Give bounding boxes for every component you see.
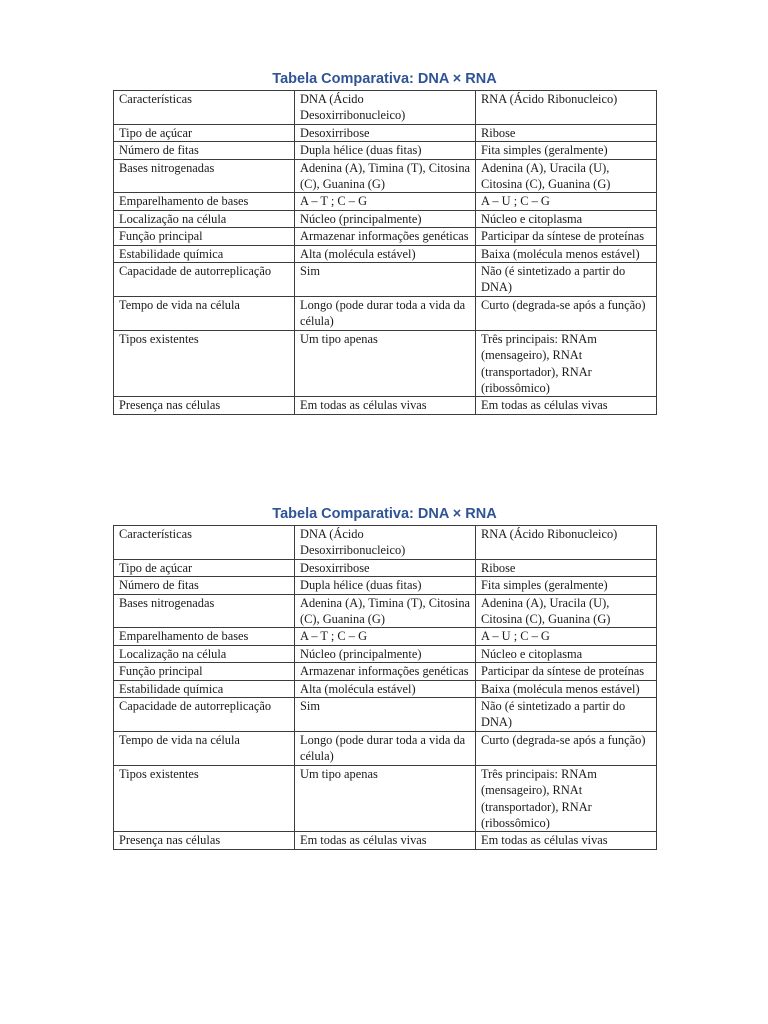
rna-cell: Curto (degrada-se após a função) bbox=[476, 296, 657, 330]
row-label: Tipo de açúcar bbox=[114, 559, 295, 576]
dna-cell: Sim bbox=[295, 698, 476, 732]
rna-cell: A – U ; C – G bbox=[476, 628, 657, 645]
dna-cell: Armazenar informações genéticas bbox=[295, 663, 476, 680]
row-label: Emparelhamento de bases bbox=[114, 193, 295, 210]
table-header-row bbox=[114, 91, 657, 125]
dna-cell: A – T ; C – G bbox=[295, 628, 476, 645]
dna-cell: Dupla hélice (duas fitas) bbox=[295, 142, 476, 159]
rna-cell: Adenina (A), Uracila (U), Citosina (C), Guanina (G) bbox=[476, 159, 657, 193]
rna-cell: Ribose bbox=[476, 559, 657, 576]
rna-cell: Curto (degrada-se após a função) bbox=[476, 731, 657, 765]
table-row bbox=[114, 698, 657, 732]
dna-cell: Alta (molécula estável) bbox=[295, 680, 476, 697]
rna-cell: Não (é sintetizado a partir do DNA) bbox=[476, 698, 657, 732]
rna-cell: Baixa (molécula menos estável) bbox=[476, 680, 657, 697]
row-label: Função principal bbox=[114, 663, 295, 680]
table-row bbox=[114, 397, 657, 414]
rna-cell: Fita simples (geralmente) bbox=[476, 142, 657, 159]
header-cell: Características bbox=[114, 91, 295, 125]
rna-cell: Baixa (molécula menos estável) bbox=[476, 245, 657, 262]
dna-cell: Um tipo apenas bbox=[295, 330, 476, 397]
dna-cell: Dupla hélice (duas fitas) bbox=[295, 577, 476, 594]
rna-cell: Núcleo e citoplasma bbox=[476, 210, 657, 227]
table-row bbox=[114, 731, 657, 765]
header-cell: DNA (Ácido Desoxirribonucleico) bbox=[295, 91, 476, 125]
rna-cell: Não (é sintetizado a partir do DNA) bbox=[476, 263, 657, 297]
dna-cell: A – T ; C – G bbox=[295, 193, 476, 210]
table-row bbox=[114, 263, 657, 297]
rna-cell: Ribose bbox=[476, 124, 657, 141]
dna-rna-table bbox=[113, 525, 657, 850]
table-row bbox=[114, 142, 657, 159]
row-label: Tempo de vida na célula bbox=[114, 731, 295, 765]
table-row bbox=[114, 245, 657, 262]
header-cell: RNA (Ácido Ribonucleico) bbox=[476, 526, 657, 560]
table-row bbox=[114, 645, 657, 662]
dna-rna-table bbox=[113, 90, 657, 415]
dna-cell: Um tipo apenas bbox=[295, 765, 476, 832]
dna-cell: Desoxirribose bbox=[295, 124, 476, 141]
table-row bbox=[114, 193, 657, 210]
dna-cell: Em todas as células vivas bbox=[295, 832, 476, 849]
rna-cell: Participar da síntese de proteínas bbox=[476, 663, 657, 680]
table-row bbox=[114, 628, 657, 645]
dna-cell: Longo (pode durar toda a vida da célula) bbox=[295, 296, 476, 330]
table-row bbox=[114, 680, 657, 697]
row-label: Tipos existentes bbox=[114, 765, 295, 832]
dna-cell: Armazenar informações genéticas bbox=[295, 228, 476, 245]
row-label: Número de fitas bbox=[114, 577, 295, 594]
comparison-table-2 bbox=[113, 503, 656, 850]
table-row bbox=[114, 330, 657, 397]
row-label: Emparelhamento de bases bbox=[114, 628, 295, 645]
rna-cell: Adenina (A), Uracila (U), Citosina (C), Guanina (G) bbox=[476, 594, 657, 628]
dna-cell: Núcleo (principalmente) bbox=[295, 210, 476, 227]
row-label: Tipos existentes bbox=[114, 330, 295, 397]
table-row bbox=[114, 577, 657, 594]
row-label: Bases nitrogenadas bbox=[114, 594, 295, 628]
row-label: Estabilidade química bbox=[114, 245, 295, 262]
table-row bbox=[114, 663, 657, 680]
row-label: Localização na célula bbox=[114, 645, 295, 662]
row-label: Capacidade de autorreplicação bbox=[114, 698, 295, 732]
table-row bbox=[114, 210, 657, 227]
rna-cell: A – U ; C – G bbox=[476, 193, 657, 210]
dna-cell: Adenina (A), Timina (T), Citosina (C), Guanina (G) bbox=[295, 594, 476, 628]
row-label: Localização na célula bbox=[114, 210, 295, 227]
header-cell: DNA (Ácido Desoxirribonucleico) bbox=[295, 526, 476, 560]
row-label: Tipo de açúcar bbox=[114, 124, 295, 141]
rna-cell: Três principais: RNAm (mensageiro), RNAt (transportador), RNAr (ribossômico) bbox=[476, 330, 657, 397]
dna-cell: Adenina (A), Timina (T), Citosina (C), Guanina (G) bbox=[295, 159, 476, 193]
rna-cell: Em todas as células vivas bbox=[476, 832, 657, 849]
table-row bbox=[114, 296, 657, 330]
row-label: Bases nitrogenadas bbox=[114, 159, 295, 193]
rna-cell: Participar da síntese de proteínas bbox=[476, 228, 657, 245]
row-label: Presença nas células bbox=[114, 832, 295, 849]
table-row bbox=[114, 594, 657, 628]
dna-cell: Sim bbox=[295, 263, 476, 297]
rna-cell: Três principais: RNAm (mensageiro), RNAt (transportador), RNAr (ribossômico) bbox=[476, 765, 657, 832]
dna-cell: Núcleo (principalmente) bbox=[295, 645, 476, 662]
table-title: Tabela Comparativa: DNA × RNA bbox=[272, 506, 497, 522]
rna-cell: Núcleo e citoplasma bbox=[476, 645, 657, 662]
row-label: Presença nas células bbox=[114, 397, 295, 414]
table-row bbox=[114, 832, 657, 849]
header-cell: Características bbox=[114, 526, 295, 560]
dna-cell: Em todas as células vivas bbox=[295, 397, 476, 414]
row-label: Capacidade de autorreplicação bbox=[114, 263, 295, 297]
table-row bbox=[114, 159, 657, 193]
row-label: Função principal bbox=[114, 228, 295, 245]
table-title: Tabela Comparativa: DNA × RNA bbox=[272, 71, 497, 87]
row-label: Número de fitas bbox=[114, 142, 295, 159]
header-cell: RNA (Ácido Ribonucleico) bbox=[476, 91, 657, 125]
comparison-table-1 bbox=[113, 68, 656, 415]
table-row bbox=[114, 228, 657, 245]
dna-cell: Alta (molécula estável) bbox=[295, 245, 476, 262]
table-header-row bbox=[114, 526, 657, 560]
row-label: Tempo de vida na célula bbox=[114, 296, 295, 330]
dna-cell: Desoxirribose bbox=[295, 559, 476, 576]
rna-cell: Em todas as células vivas bbox=[476, 397, 657, 414]
table-row bbox=[114, 765, 657, 832]
rna-cell: Fita simples (geralmente) bbox=[476, 577, 657, 594]
table-row bbox=[114, 124, 657, 141]
row-label: Estabilidade química bbox=[114, 680, 295, 697]
table-row bbox=[114, 559, 657, 576]
dna-cell: Longo (pode durar toda a vida da célula) bbox=[295, 731, 476, 765]
